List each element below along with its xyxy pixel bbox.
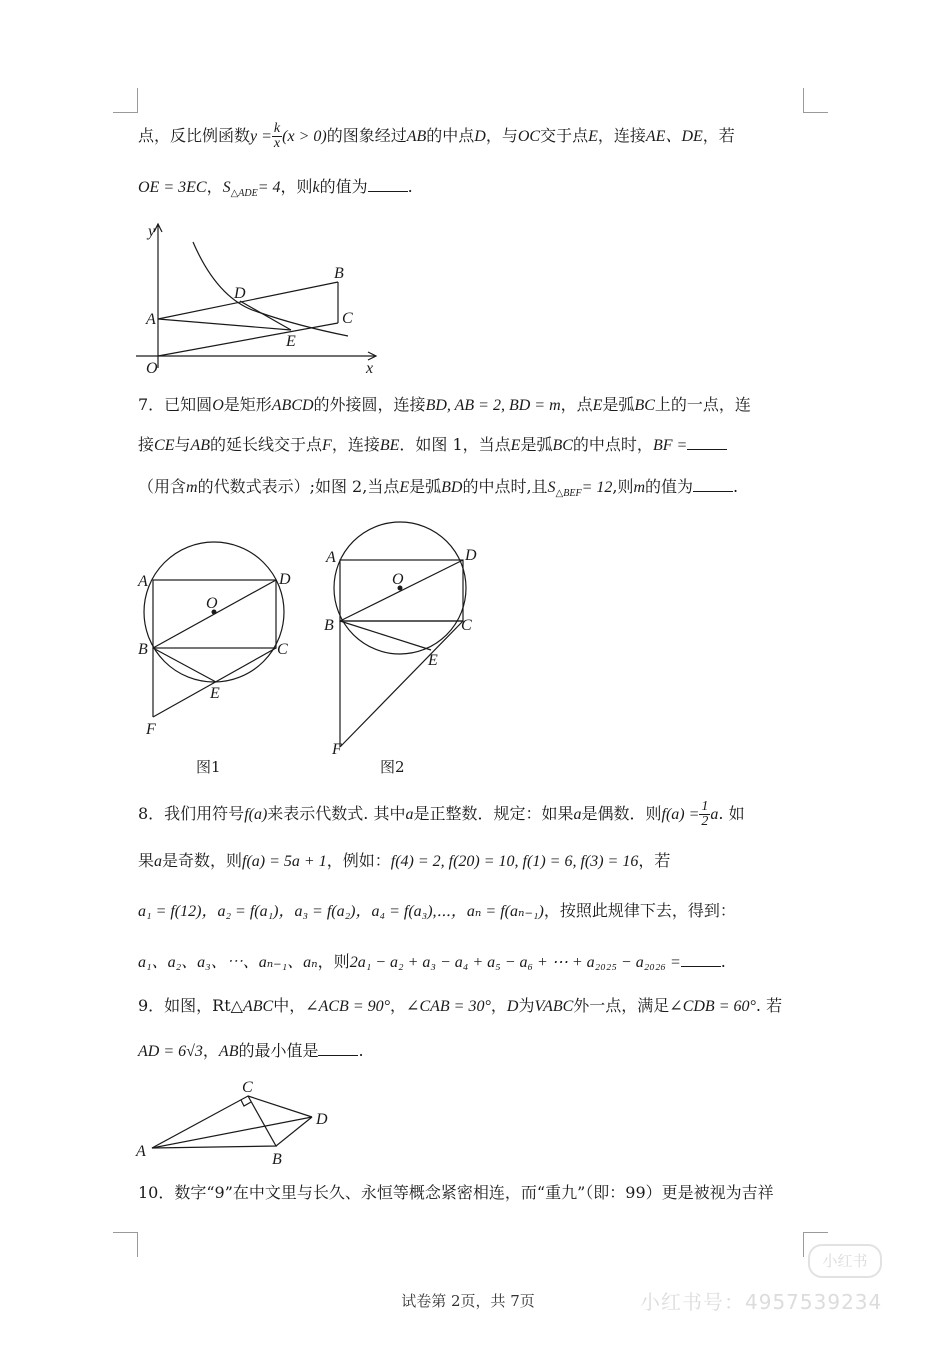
figure-q9 [130, 1074, 340, 1170]
answer-blank [693, 477, 733, 492]
fig1-label-C: C [277, 641, 288, 658]
label-D: D [316, 1111, 328, 1128]
fig1-label-D: D [279, 571, 291, 588]
fig2-label-C: C [461, 617, 472, 634]
label-x: x [366, 360, 374, 377]
label-A: A [136, 1143, 146, 1160]
label-y: y [148, 223, 156, 240]
fig2-label-A: A [326, 549, 336, 566]
corner-mark-top-right [803, 88, 828, 113]
q9-line-2: AD = 6√3，AB的最小值是 . [138, 1041, 364, 1060]
corner-mark-top-left [113, 88, 138, 113]
label-C: C [342, 310, 353, 327]
fraction-one-half: $\frac{1}{2}$ [701, 799, 709, 829]
q10-line-1: 10．数字“9”在中文里与长久、永恒等概念紧密相连，而“重九”（即：99）更是被视为吉祥 [138, 1183, 774, 1202]
fig2-label-E: E [428, 652, 438, 669]
label-E: E [286, 333, 296, 350]
label-O: O [146, 360, 158, 377]
fig1-label-E: E [210, 685, 220, 702]
q9-line-1: 9．如图，Rt△ABC中，∠ACB = 90°，∠CAB = 30°，D为VABC外一点，满足∠CDB = 60°. 若 [138, 996, 783, 1015]
answer-blank [687, 435, 727, 450]
q8-line-4: a₁、a₂、a₃、⋯、aₙ₋₁、aₙ，则2a₁ − a₂ + a₃ − a₄ + a₅ − a₆ + ⋯ + a₂₀₂₅ − a₂₀₂₆ = . [138, 952, 726, 971]
q8-line-1: 8．我们用符号f(a)来表示代数式. 其中a是正整数．规定：如果a是偶数．则f(a) = $\frac{1}{2}$ a. 如 [138, 799, 745, 829]
q7-line-2: 接CE与AB的延长线交于点F，连接BE．如图 1，当点E是弧BC的中点时，BF = [138, 434, 808, 457]
q8-line-2: 果a是奇数，则f(a) = 5a + 1，例如：f(4) = 2, f(20) = 10, f(1) = 6, f(3) = 16，若 [138, 851, 671, 870]
watermark-logo: 小红书 [808, 1244, 882, 1278]
q7-line-3: （用含m的代数式表示）;如图 2,当点E是弧BD的中点时,且$S_{\triangle BEF}= 12$,则m的值为 . [138, 477, 739, 500]
q7-line-1: 7．已知圆O是矩形ABCD的外接圆，连接BD, AB = 2, BD = m，点E是弧BC上的一点，连 [138, 395, 751, 414]
figure-q6 [128, 218, 388, 380]
label-C: C [242, 1079, 253, 1096]
watermark-text: 小红书号：4957539234 [640, 1290, 883, 1314]
figure-2-caption: 图2 [380, 758, 405, 776]
fig1-label-A: A [138, 573, 148, 590]
fraction-k-over-x: $\frac{k}{x}$ [273, 121, 281, 151]
q8-line-3: a₁ = f(12)，a₂ = f(a₁)，a₃ = f(a₂)，a₄ = f(a₃),⋯，aₙ = f(aₙ₋₁)，按照此规律下去，得到： [138, 901, 736, 920]
label-B: B [334, 265, 344, 282]
q6-line-1: 点，反比例函数y = $\frac{k}{x}$ (x > 0)的图象经过AB的中点D，与OC交于点E，连接AE、DE，若 [138, 121, 735, 151]
fig2-label-F: F [332, 741, 342, 758]
q6-line-2: OE = 3EC，$S_{\triangle ADE}= 4$，则k的值为 . [138, 177, 413, 200]
fig2-label-B: B [324, 617, 334, 634]
label-A: A [146, 311, 156, 328]
label-D: D [234, 285, 246, 302]
label-B: B [272, 1151, 282, 1168]
page-footer: 试卷第 2页，共 7页 [401, 1292, 535, 1310]
fig1-label-O: O [206, 595, 218, 612]
answer-blank [318, 1041, 358, 1056]
fig1-label-B: B [138, 641, 148, 658]
fig2-label-D: D [465, 547, 477, 564]
answer-blank [368, 177, 408, 192]
answer-blank [681, 952, 721, 967]
corner-mark-bottom-left [113, 1232, 138, 1257]
fig1-label-F: F [146, 721, 156, 738]
figure-1-caption: 图1 [196, 758, 221, 776]
figure-q7 [128, 512, 488, 780]
fig2-label-O: O [392, 571, 404, 588]
